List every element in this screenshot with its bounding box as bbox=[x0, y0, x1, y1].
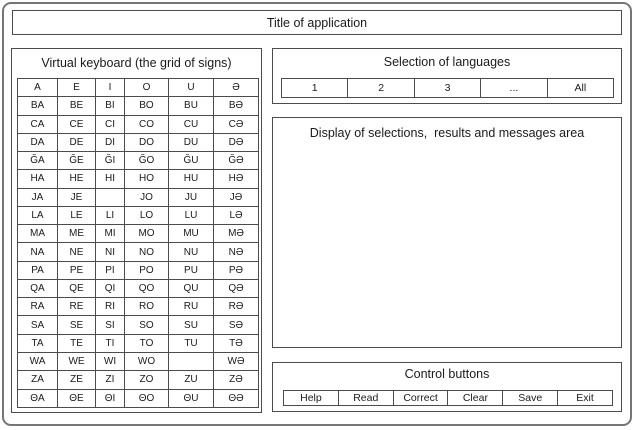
keyboard-key-no[interactable]: NO bbox=[125, 243, 169, 261]
language-button-2[interactable]: 2 bbox=[347, 79, 413, 97]
keyboard-row bbox=[18, 316, 259, 334]
virtual-keyboard-panel bbox=[11, 48, 262, 413]
keyboard-key-na[interactable]: NA bbox=[18, 243, 58, 261]
keyboard-key-ta[interactable]: TA bbox=[18, 334, 58, 352]
keyboard-key-li[interactable]: LI bbox=[96, 206, 125, 224]
keyboard-row bbox=[18, 279, 259, 297]
keyboard-key-pa[interactable]: PA bbox=[18, 261, 58, 279]
display-area bbox=[272, 117, 622, 348]
keyboard-key-bo[interactable]: BO bbox=[125, 97, 169, 115]
keyboard-row bbox=[18, 389, 259, 407]
keyboard-key-ru[interactable]: RU bbox=[169, 298, 214, 316]
control-button-clear[interactable]: Clear bbox=[447, 391, 502, 405]
language-button-all[interactable]: All bbox=[547, 79, 613, 97]
keyboard-key-θa[interactable]: ΘA bbox=[18, 389, 58, 407]
keyboard-key-lə[interactable]: LƏ bbox=[214, 206, 259, 224]
keyboard-key-nu[interactable]: NU bbox=[169, 243, 214, 261]
keyboard-key-co[interactable]: CO bbox=[125, 115, 169, 133]
keyboard-key-ra[interactable]: RA bbox=[18, 298, 58, 316]
keyboard-key-cu[interactable]: CU bbox=[169, 115, 214, 133]
keyboard-key-ha[interactable]: HA bbox=[18, 170, 58, 188]
keyboard-key-ho[interactable]: HO bbox=[125, 170, 169, 188]
keyboard-grid bbox=[17, 78, 259, 408]
keyboard-row bbox=[18, 371, 259, 389]
keyboard-key-ca[interactable]: CA bbox=[18, 115, 58, 133]
keyboard-key-se[interactable]: SE bbox=[58, 316, 96, 334]
keyboard-key-to[interactable]: TO bbox=[125, 334, 169, 352]
keyboard-key-wə[interactable]: WƏ bbox=[214, 352, 259, 370]
keyboard-key-ja[interactable]: JA bbox=[18, 188, 58, 206]
keyboard-key-du[interactable]: DU bbox=[169, 133, 214, 151]
keyboard-key-zə[interactable]: ZƏ bbox=[214, 371, 259, 389]
language-button-3[interactable]: 3 bbox=[414, 79, 480, 97]
keyboard-key-ci[interactable]: CI bbox=[96, 115, 125, 133]
keyboard-key-pi[interactable]: PI bbox=[96, 261, 125, 279]
keyboard-cell-empty bbox=[96, 188, 125, 206]
keyboard-key-mi[interactable]: MI bbox=[96, 225, 125, 243]
keyboard-key-rə[interactable]: RƏ bbox=[214, 298, 259, 316]
keyboard-key-u[interactable]: U bbox=[169, 79, 214, 97]
keyboard-key-jo[interactable]: JO bbox=[125, 188, 169, 206]
keyboard-key-ni[interactable]: NI bbox=[96, 243, 125, 261]
keyboard-row bbox=[18, 188, 259, 206]
keyboard-key-ti[interactable]: TI bbox=[96, 334, 125, 352]
control-button-save[interactable]: Save bbox=[502, 391, 557, 405]
keyboard-key-o[interactable]: O bbox=[125, 79, 169, 97]
keyboard-key-de[interactable]: DE bbox=[58, 133, 96, 151]
keyboard-key-za[interactable]: ZA bbox=[18, 371, 58, 389]
keyboard-key-be[interactable]: BE bbox=[58, 97, 96, 115]
keyboard-row bbox=[18, 334, 259, 352]
keyboard-key-ğa[interactable]: ĞA bbox=[18, 152, 58, 170]
keyboard-key-mu[interactable]: MU bbox=[169, 225, 214, 243]
keyboard-key-θo[interactable]: ΘO bbox=[125, 389, 169, 407]
keyboard-key-qə[interactable]: QƏ bbox=[214, 279, 259, 297]
control-buttons-panel bbox=[272, 362, 622, 412]
keyboard-panel-title: Virtual keyboard (the grid of signs) bbox=[41, 56, 232, 70]
keyboard-cell-empty bbox=[169, 352, 214, 370]
keyboard-row bbox=[18, 298, 259, 316]
keyboard-key-θə[interactable]: ΘƏ bbox=[214, 389, 259, 407]
keyboard-key-cə[interactable]: CƏ bbox=[214, 115, 259, 133]
keyboard-key-wa[interactable]: WA bbox=[18, 352, 58, 370]
title-bar bbox=[12, 10, 622, 35]
keyboard-key-tə[interactable]: TƏ bbox=[214, 334, 259, 352]
keyboard-key-a[interactable]: A bbox=[18, 79, 58, 97]
keyboard-row bbox=[18, 170, 259, 188]
keyboard-key-po[interactable]: PO bbox=[125, 261, 169, 279]
keyboard-row bbox=[18, 261, 259, 279]
keyboard-key-ne[interactable]: NE bbox=[58, 243, 96, 261]
keyboard-row bbox=[18, 115, 259, 133]
keyboard-key-hi[interactable]: HI bbox=[96, 170, 125, 188]
display-area-label: Display of selections, results and messages area bbox=[309, 126, 585, 140]
keyboard-key-je[interactable]: JE bbox=[58, 188, 96, 206]
keyboard-key-qi[interactable]: QI bbox=[96, 279, 125, 297]
keyboard-key-qo[interactable]: QO bbox=[125, 279, 169, 297]
keyboard-key-tu[interactable]: TU bbox=[169, 334, 214, 352]
keyboard-key-bə[interactable]: BƏ bbox=[214, 97, 259, 115]
language-button-more[interactable]: ... bbox=[480, 79, 546, 97]
keyboard-key-pe[interactable]: PE bbox=[58, 261, 96, 279]
keyboard-row bbox=[18, 243, 259, 261]
keyboard-key-mo[interactable]: MO bbox=[125, 225, 169, 243]
keyboard-key-ğə[interactable]: ĞƏ bbox=[214, 152, 259, 170]
keyboard-key-sə[interactable]: SƏ bbox=[214, 316, 259, 334]
keyboard-key-lu[interactable]: LU bbox=[169, 206, 214, 224]
keyboard-key-e[interactable]: E bbox=[58, 79, 96, 97]
keyboard-key-zi[interactable]: ZI bbox=[96, 371, 125, 389]
keyboard-key-bi[interactable]: BI bbox=[96, 97, 125, 115]
keyboard-key-bu[interactable]: BU bbox=[169, 97, 214, 115]
keyboard-key-θe[interactable]: ΘE bbox=[58, 389, 96, 407]
keyboard-key-re[interactable]: RE bbox=[58, 298, 96, 316]
language-button-row bbox=[281, 78, 614, 98]
keyboard-row bbox=[18, 97, 259, 115]
keyboard-key-ma[interactable]: MA bbox=[18, 225, 58, 243]
keyboard-key-zu[interactable]: ZU bbox=[169, 371, 214, 389]
keyboard-key-su[interactable]: SU bbox=[169, 316, 214, 334]
keyboard-key-ğo[interactable]: ĞO bbox=[125, 152, 169, 170]
keyboard-key-ba[interactable]: BA bbox=[18, 97, 58, 115]
keyboard-key-si[interactable]: SI bbox=[96, 316, 125, 334]
keyboard-row bbox=[18, 79, 259, 97]
keyboard-key-ce[interactable]: CE bbox=[58, 115, 96, 133]
keyboard-key-pu[interactable]: PU bbox=[169, 261, 214, 279]
keyboard-key-ği[interactable]: ĞI bbox=[96, 152, 125, 170]
keyboard-key-do[interactable]: DO bbox=[125, 133, 169, 151]
keyboard-key-ə[interactable]: Ə bbox=[214, 79, 259, 97]
keyboard-row bbox=[18, 152, 259, 170]
keyboard-key-so[interactable]: SO bbox=[125, 316, 169, 334]
keyboard-key-sa[interactable]: SA bbox=[18, 316, 58, 334]
keyboard-key-we[interactable]: WE bbox=[58, 352, 96, 370]
keyboard-key-θu[interactable]: ΘU bbox=[169, 389, 214, 407]
app-title: Title of application bbox=[266, 15, 368, 30]
keyboard-key-qa[interactable]: QA bbox=[18, 279, 58, 297]
control-button-correct[interactable]: Correct bbox=[393, 391, 448, 405]
control-button-read[interactable]: Read bbox=[338, 391, 393, 405]
keyboard-key-θi[interactable]: ΘI bbox=[96, 389, 125, 407]
keyboard-key-jə[interactable]: JƏ bbox=[214, 188, 259, 206]
keyboard-row bbox=[18, 206, 259, 224]
keyboard-key-da[interactable]: DA bbox=[18, 133, 58, 151]
keyboard-row bbox=[18, 352, 259, 370]
keyboard-row bbox=[18, 133, 259, 151]
control-button-exit[interactable]: Exit bbox=[557, 391, 612, 405]
control-panel-title: Control buttons bbox=[404, 367, 490, 381]
keyboard-key-lo[interactable]: LO bbox=[125, 206, 169, 224]
keyboard-key-me[interactable]: ME bbox=[58, 225, 96, 243]
control-button-help[interactable]: Help bbox=[300, 392, 322, 404]
keyboard-key-qu[interactable]: QU bbox=[169, 279, 214, 297]
keyboard-key-di[interactable]: DI bbox=[96, 133, 125, 151]
keyboard-key-hə[interactable]: HƏ bbox=[214, 170, 259, 188]
language-selection-panel bbox=[272, 48, 622, 104]
keyboard-key-te[interactable]: TE bbox=[58, 334, 96, 352]
keyboard-key-zo[interactable]: ZO bbox=[125, 371, 169, 389]
keyboard-key-ro[interactable]: RO bbox=[125, 298, 169, 316]
keyboard-key-ze[interactable]: ZE bbox=[58, 371, 96, 389]
keyboard-key-qe[interactable]: QE bbox=[58, 279, 96, 297]
keyboard-key-wo[interactable]: WO bbox=[125, 352, 169, 370]
language-panel-title: Selection of languages bbox=[383, 55, 511, 69]
keyboard-key-ju[interactable]: JU bbox=[169, 188, 214, 206]
keyboard-key-mə[interactable]: MƏ bbox=[214, 225, 259, 243]
language-button-1[interactable]: 1 bbox=[311, 82, 318, 94]
keyboard-key-le[interactable]: LE bbox=[58, 206, 96, 224]
keyboard-key-nə[interactable]: NƏ bbox=[214, 243, 259, 261]
keyboard-key-ri[interactable]: RI bbox=[96, 298, 125, 316]
keyboard-key-hu[interactable]: HU bbox=[169, 170, 214, 188]
keyboard-key-i[interactable]: I bbox=[96, 79, 125, 97]
keyboard-key-ğu[interactable]: ĞU bbox=[169, 152, 214, 170]
keyboard-key-ğe[interactable]: ĞE bbox=[58, 152, 96, 170]
keyboard-key-də[interactable]: DƏ bbox=[214, 133, 259, 151]
keyboard-key-he[interactable]: HE bbox=[58, 170, 96, 188]
control-button-row bbox=[283, 390, 613, 406]
keyboard-row bbox=[18, 225, 259, 243]
keyboard-key-la[interactable]: LA bbox=[18, 206, 58, 224]
keyboard-key-pə[interactable]: PƏ bbox=[214, 261, 259, 279]
keyboard-key-wi[interactable]: WI bbox=[96, 352, 125, 370]
